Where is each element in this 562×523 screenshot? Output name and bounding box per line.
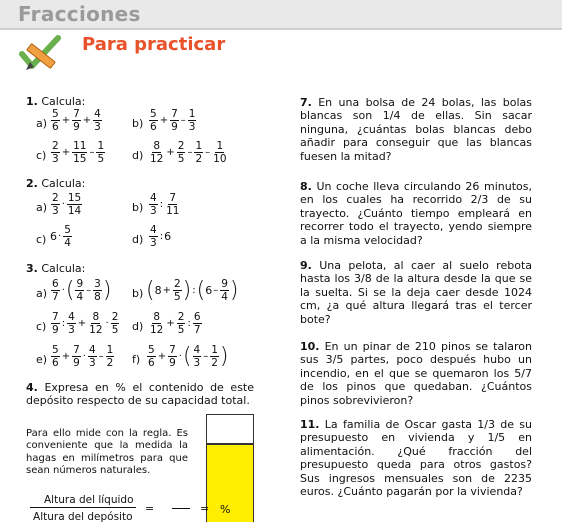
- section-title: Para practicar: [82, 34, 226, 55]
- exercise-number: 10.: [300, 340, 320, 353]
- item-label-d: d): [132, 320, 144, 333]
- exercise-number: 1.: [26, 95, 38, 108]
- exercise-4: [26, 381, 254, 408]
- expr-1a: $\frac{5}{6}$ + $\frac{7}{9}$ + $\frac{4}{3}$: [52, 108, 101, 133]
- exercise-text: Un coche lleva circulando 26 minutos, en los cuales ha recorrido 2/3 de su trayecto. ¿Cuánto tiempo empleará en recorrer todo el trayecto, yendo siempre a la misma velocidad?: [300, 180, 532, 247]
- exercise-number: 2.: [26, 177, 38, 190]
- equals-sign: =: [145, 502, 155, 515]
- expr-2b: $\frac{4}{3}$ : $\frac{7}{11}$: [150, 192, 180, 217]
- expr-2a: $\frac{2}{3}$ · $\frac{15}{14}$: [52, 192, 82, 217]
- exercise-text: Una pelota, al caer al suelo rebota hasta los 3/8 de la altura desde la que se la suelta. Si se la deja caer desde 1024 cm, ¿a qué altura llegará tras el tercer bote?: [300, 259, 533, 326]
- item-label-b: b): [132, 117, 144, 130]
- exercise-4-hint: Para ello mide con la regla. Es conveniente que la medida la hagas en milímetros para que sean números naturales.: [26, 428, 188, 477]
- item-label-a: a): [36, 201, 48, 214]
- expr-3b: ( 8 + $\frac{2}{5}$ ) : ( 6 – $\frac{9}{4}$ ): [146, 277, 239, 303]
- percent-sign: %: [220, 503, 231, 516]
- expr-3c: $\frac{7}{9}$ : $\frac{4}{3}$ + $\frac{8}{12}$ · $\frac{2}{5}$: [52, 311, 119, 336]
- exercise-10: [300, 340, 532, 407]
- answer-blank: [172, 508, 190, 509]
- item-label-d: d): [132, 233, 144, 246]
- item-label-b: b): [132, 201, 144, 214]
- exercise-text: Expresa en % el contenido de este depósito respecto de su capacidad total.: [26, 381, 255, 408]
- item-label-a: a): [36, 287, 48, 300]
- expr-2c: 6 · $\frac{5}{4}$: [50, 224, 71, 249]
- expr-1c: $\frac{2}{3}$ + $\frac{11}{15}$ – $\frac{1}{5}$: [52, 140, 105, 165]
- item-label-f: f): [132, 353, 141, 366]
- exercise-8: [300, 180, 532, 247]
- expr-1b: $\frac{5}{6}$ + $\frac{7}{9}$ – $\frac{1}{3}$: [150, 108, 196, 133]
- exercise-2-heading: [26, 177, 85, 190]
- item-label-d: d): [132, 149, 144, 162]
- expr-3a: $\frac{6}{7}$ · ( $\frac{9}{4}$ – $\frac{3}{8}$ ): [52, 277, 112, 303]
- exercise-3-heading: [26, 262, 85, 275]
- expr-2d: $\frac{4}{3}$ : 6: [150, 224, 172, 249]
- expr-3f: $\frac{5}{6}$ + $\frac{7}{9}$ · ( $\frac{4}{3}$ – $\frac{1}{2}$ ): [148, 343, 229, 369]
- ratio-numerator: Altura del líquido: [30, 494, 136, 508]
- equals-sign: =: [200, 502, 210, 515]
- exercise-7: [300, 96, 532, 163]
- header-divider: [0, 28, 562, 30]
- exercise-number: 3.: [26, 262, 38, 275]
- exercise-9: [300, 259, 532, 326]
- item-label-c: c): [36, 320, 47, 333]
- expr-3e: $\frac{5}{6}$ + $\frac{7}{9}$ · $\frac{4}{3}$ – $\frac{1}{2}$: [52, 344, 114, 369]
- exercise-text: La familia de Oscar gasta 1/3 de su presupuesto en vivienda y 1/5 en alimentación. ¿Qué fracción del presupuesto queda para otros gastos? Sus ingresos mensuales son de 2235 euros. ¿Cuánto pagarán por la vivienda?: [300, 418, 533, 499]
- pencil-check-icon: [18, 34, 64, 76]
- item-label-c: c): [36, 149, 47, 162]
- page-title: Fracciones: [18, 2, 141, 26]
- ratio-denominator: Altura del depósito: [33, 511, 133, 523]
- exercise-instruction: Calcula:: [41, 95, 86, 108]
- exercise-number: 4.: [26, 381, 38, 394]
- exercise-number: 7.: [300, 96, 312, 109]
- exercise-11: [300, 418, 532, 498]
- exercise-number: 8.: [300, 180, 312, 193]
- item-label-e: e): [36, 353, 48, 366]
- expr-1d: $\frac{8}{12}$ + $\frac{2}{5}$ – $\frac{1}{2}$ – $\frac{1}{10}$: [150, 140, 227, 165]
- item-label-c: c): [36, 233, 47, 246]
- tank-liquid-level: [207, 443, 253, 445]
- item-label-a: a): [36, 117, 48, 130]
- exercise-text: En un pinar de 210 pinos se talaron sus 3/5 partes, poco después hubo un incendio, en el que se quemaron los 5/7 de los pinos que quedaban. ¿Cuántos pinos sobrevivieron?: [300, 340, 532, 407]
- exercise-1-heading: [26, 95, 85, 108]
- exercise-number: 9.: [300, 259, 312, 272]
- ratio-formula: [30, 494, 136, 523]
- expr-3d: $\frac{8}{12}$ + $\frac{2}{5}$ : $\frac{6}{7}$: [150, 311, 201, 336]
- exercise-text: En una bolsa de 24 bolas, las bolas blancas son 1/4 de ellas. Sin sacar ninguna, ¿cuántas bolas blancas debo añadir para conseguir que las blancas fuesen la mitad?: [300, 96, 533, 163]
- exercise-instruction: Calcula:: [41, 262, 86, 275]
- exercise-instruction: Calcula:: [41, 177, 86, 190]
- item-label-b: b): [132, 287, 144, 300]
- exercise-number: 11.: [300, 418, 320, 431]
